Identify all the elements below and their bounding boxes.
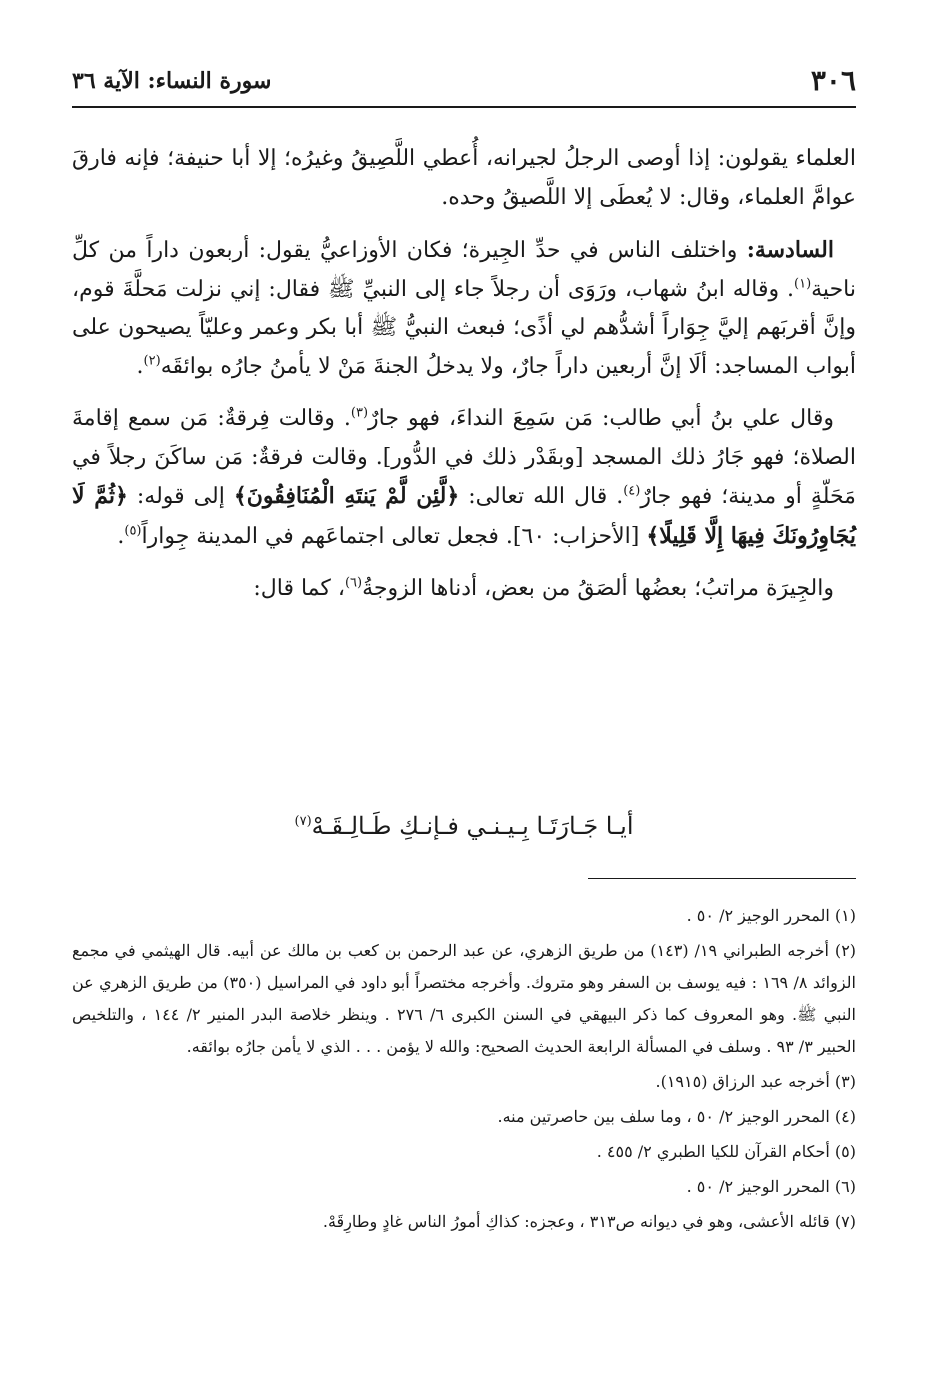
paragraph-4 — [72, 570, 856, 609]
footnote-2: (٢) أخرجه الطبراني ١٩/ (١٤٣) من طريق الزهري، عن عبد الرحمن بن كعب بن مالك عن أبيه. قال الهيثمي في مجمع الزوائد ٨/ ١٦٩ : فيه يوسف بن السفر وهو متروك. وأخرجه مختصراً أبو داود في المراسيل (٣٥٠) من طريق الزهري عن النبي ﷺ. وهو المعروف كما ذكر البيهقي في السنن الكبرى ٦/ ٢٧٦ . وينظر خلاصة البدر المنير ٢/ ١٤٤ ، والتلخيص الحبير ٣/ ٩٣ . وسلف في المسألة الرابعة الحديث الصحيح: والله لا يؤمن . . . الذي لا يأمن جارُه بوائقه. — [72, 941, 857, 1056]
paragraph-2-text-a: واختلف الناس في حدِّ الجِيرة؛ فكان الأوزاعيُّ يقول: أربعون داراً من كلِّ ناحية — [72, 238, 856, 302]
paragraph-3-text-a: وقال علي بنُ أبي طالب: مَن سَمِعَ النداءَ، فهو جارٌ — [368, 406, 834, 431]
footnote-4: (٤) المحرر الوجيز ٢/ ٥٠ ، وما سلف بين حاصرتين منه. — [497, 1107, 856, 1126]
paragraph-2-end: . — [136, 353, 144, 379]
main-text — [72, 140, 856, 623]
paragraph-3-text-e: [الأحزاب: ٦٠]. فجعل تعالى اجتماعَهم في المدينة جِواراً — [141, 523, 647, 549]
footnote-ref-3[interactable]: (٣) — [350, 405, 369, 421]
footnote-ref-6[interactable]: (٦) — [344, 575, 363, 591]
paragraph-3 — [72, 400, 856, 556]
footnote-ref-4[interactable]: (٤) — [623, 483, 641, 499]
footnote-5: (٥) أحكام القرآن للكيا الطبري ٢/ ٤٥٥ . — [596, 1142, 856, 1161]
footnote-7: (٧) قائله الأعشى، وهو في ديوانه ص٣١٣ ، وعجزه: كذاكِ أمورُ الناس غادٍ وطارِقَهْ. — [322, 1212, 856, 1231]
quran-verse-2: ﴿ثُمَّ لَا يُجَاوِرُونَكَ فِيهَا إِلَّا قَلِيلًا﴾ — [72, 483, 856, 549]
paragraph-3-text-c: . قال الله تعالى: — [459, 484, 624, 509]
footnote-ref-7[interactable]: (٧) — [294, 814, 312, 829]
poem-line: أيـا جَـارَتَـا بِـيـنـي فـإنـكِ طَـالِـقَـهْ — [311, 812, 634, 840]
footnote-ref-5[interactable]: (٥) — [124, 523, 142, 539]
running-title: سورة النساء: الآية ٣٦ — [72, 68, 272, 94]
paragraph-1: العلماء يقولون: إذا أوصى الرجلُ لجيرانه، أُعطي اللَّصِيقُ وغيرُه؛ إلا أبا حنيفة؛ فإنه فارقَ عوامَّ العلماء، وقال: لا يُعطَى إلا اللَّصيقُ وحده. — [72, 146, 856, 210]
footnote-separator — [588, 878, 856, 879]
poem-verse — [72, 812, 856, 840]
footnote-1: (١) المحرر الوجيز ٢/ ٥٠ . — [686, 906, 856, 925]
paragraph-2-text-b: . وقاله ابنُ شهاب، ورَوَى أن رجلاً جاء إلى النبيِّ ﷺ فقال: إني نزلت مَحلَّةَ قوم، وإنَّ أقربَهم إليَّ جِوَاراً أشدُّهم لي أذًى؛ فبعث النبيُّ ﷺ أبا بكر وعمر وعليّاً يصيحون على أبواب المساجد: ألَا إنَّ أربعين داراً جارٌ، ولا يدخلُ الجنةَ مَنْ لا يأمنُ جارُه بوائقَه — [72, 276, 856, 379]
paragraph-4-text-b: ، كما قال: — [253, 576, 345, 601]
header-rule — [72, 106, 856, 108]
paragraph-2 — [72, 231, 856, 386]
paragraph-3-text-b: . وقالت فِرقةٌ: مَن سمع إقامةَ الصلاة؛ فهو جَارُ ذلك المسجد [وبقَدْر ذلك في الدُّور]. وقالت فرقةٌ: مَن ساكَنَ رجلاً في مَحَلّةٍ أو مدينة؛ فهو جارٌ — [72, 406, 856, 509]
paragraph-3-text-d: إلى قوله: — [127, 484, 234, 509]
footnote-3: (٣) أخرجه عبد الرزاق (١٩١٥). — [655, 1072, 856, 1091]
footnote-ref-1[interactable]: (١) — [794, 276, 812, 292]
paragraph-3-end: . — [117, 523, 125, 549]
section-lead: السادسة: — [746, 237, 834, 263]
footnotes — [72, 900, 856, 1241]
footnote-6: (٦) المحرر الوجيز ٢/ ٥٠ . — [686, 1177, 856, 1196]
paragraph-4-text-a: والجِيرَة مراتبُ؛ بعضُها ألصَقُ من بعض، أدناها الزوجةُ — [362, 576, 834, 601]
page-number: ٣٠٦ — [810, 64, 856, 97]
footnote-ref-2[interactable]: (٢) — [143, 353, 161, 369]
quran-verse-1: ﴿لَّئِن لَّمْ يَنتَهِ الْمُنَافِقُونَ﴾ — [233, 483, 460, 509]
page-header — [72, 64, 856, 100]
